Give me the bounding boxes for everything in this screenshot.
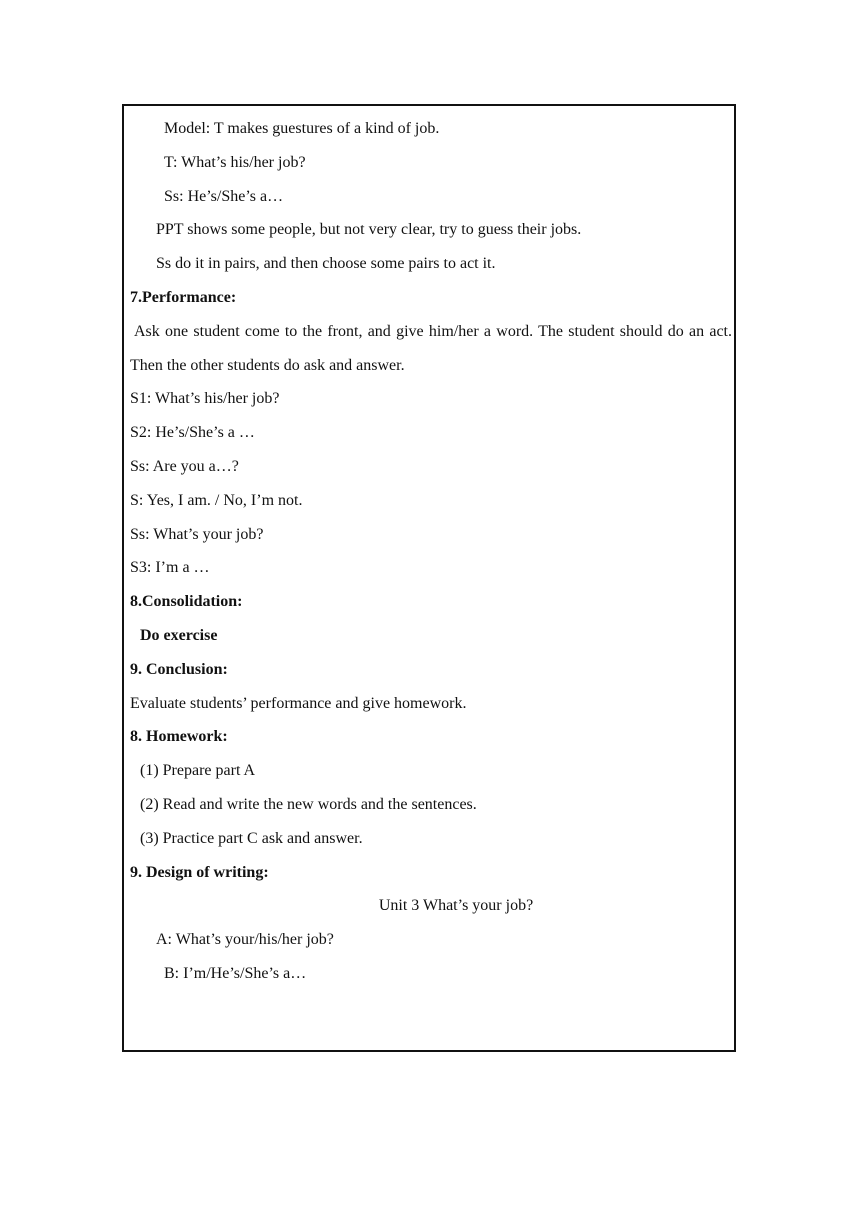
section-heading-performance: 7.Performance: bbox=[130, 288, 237, 306]
homework-item-1: (1) Prepare part A bbox=[140, 762, 256, 780]
writing-line-a: A: What’s your/his/her job? bbox=[156, 931, 334, 949]
lesson-content bbox=[130, 112, 732, 991]
writing-title: Unit 3 What’s your job? bbox=[378, 897, 534, 915]
homework-item-3: (3) Practice part C ask and answer. bbox=[140, 829, 363, 847]
section-heading-design-of-writing: 9. Design of writing: bbox=[130, 863, 269, 881]
section-heading-conclusion: 9. Conclusion: bbox=[130, 660, 228, 678]
model-line: Model: T makes guestures of a kind of job. bbox=[164, 120, 440, 137]
pairs-line: Ss do it in pairs, and then choose some pairs to act it. bbox=[156, 255, 496, 273]
dialogue-line-s-answer: S: Yes, I am. / No, I’m not. bbox=[130, 491, 303, 509]
writing-line-b: B: I’m/He’s/She’s a… bbox=[164, 964, 307, 982]
dialogue-line-ss-question: Ss: Are you a…? bbox=[130, 457, 239, 475]
ppt-line: PPT shows some people, but not very clear, try to guess their jobs. bbox=[156, 221, 582, 239]
dialogue-line-s3: S3: I’m a … bbox=[130, 559, 210, 577]
teacher-question-line: T: What’s his/her job? bbox=[164, 153, 306, 171]
students-answer-line: Ss: He’s/She’s a… bbox=[164, 187, 284, 205]
homework-item-2: (2) Read and write the new words and the sentences. bbox=[140, 795, 477, 813]
section-heading-consolidation: 8.Consolidation: bbox=[130, 593, 243, 611]
conclusion-text: Evaluate students’ performance and give homework. bbox=[130, 694, 467, 712]
dialogue-line-ss-job: Ss: What’s your job? bbox=[130, 525, 264, 543]
consolidation-text: Do exercise bbox=[140, 626, 218, 644]
section-heading-homework: 8. Homework: bbox=[130, 728, 228, 746]
dialogue-line-s2: S2: He’s/She’s a … bbox=[130, 424, 255, 442]
performance-paragraph: Ask one student come to the front, and give him/her a word. The student should do an act. Then the other students do ask and answer. bbox=[130, 322, 732, 374]
dialogue-line-s1: S1: What’s his/her job? bbox=[130, 390, 280, 408]
